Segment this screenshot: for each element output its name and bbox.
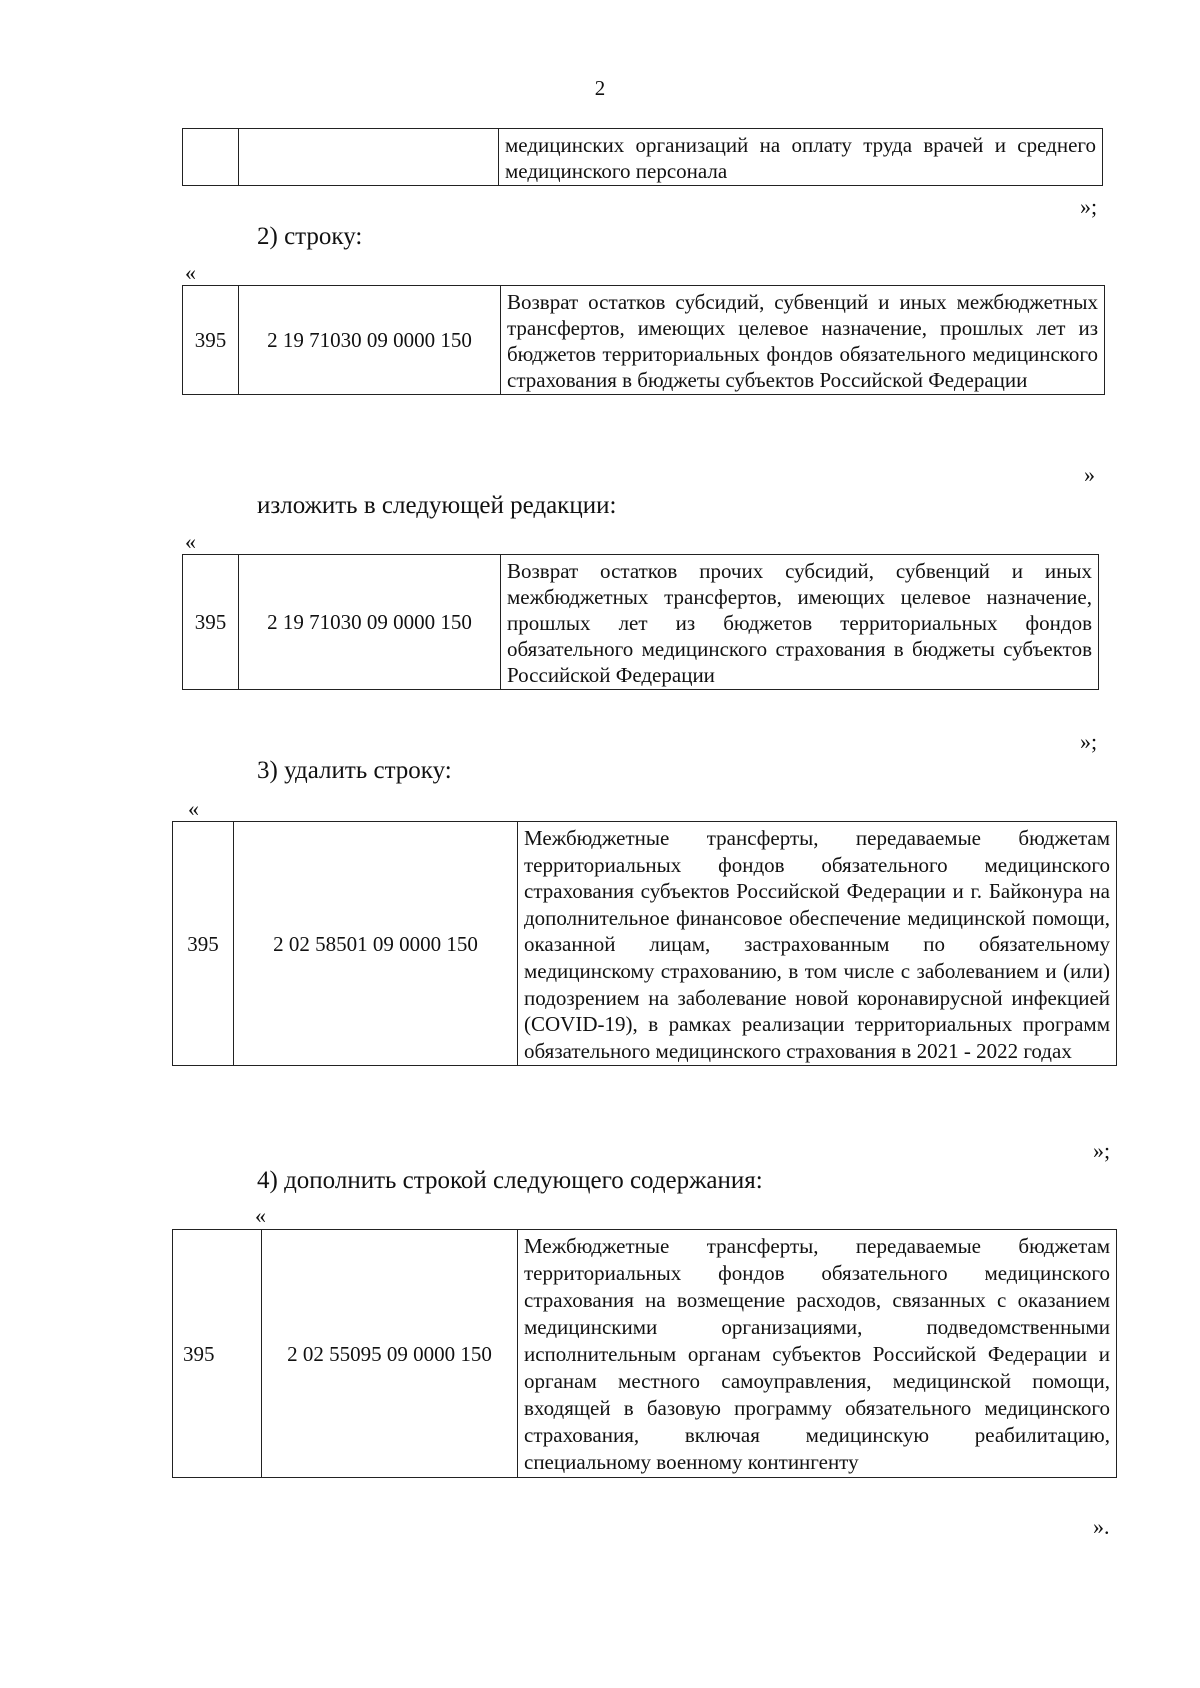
closing-quote: »; bbox=[1080, 729, 1098, 754]
table-row bbox=[183, 286, 1105, 395]
row-number-cell bbox=[183, 129, 239, 186]
table-row bbox=[183, 129, 1103, 186]
row-number-cell: 395 bbox=[173, 1230, 262, 1478]
opening-quote: « bbox=[185, 529, 196, 554]
closing-quote: »; bbox=[1093, 1138, 1111, 1163]
opening-quote: « bbox=[188, 796, 199, 821]
item2-new-table-block bbox=[182, 554, 1099, 690]
row-number-cell: 395 bbox=[173, 822, 234, 1066]
intro-table-block bbox=[182, 128, 1103, 186]
table-row bbox=[183, 555, 1099, 690]
item3-table bbox=[172, 821, 1117, 1066]
row-code-cell: 2 19 71030 09 0000 150 bbox=[239, 286, 501, 395]
row-code-cell: 2 02 55095 09 0000 150 bbox=[262, 1230, 518, 1478]
item4-table-block bbox=[172, 1229, 1117, 1478]
item4-heading: 4) дополнить строкой следующего содержания: bbox=[257, 1167, 763, 1194]
table-row bbox=[173, 1230, 1117, 1478]
row-code-cell: 2 02 58501 09 0000 150 bbox=[234, 822, 518, 1066]
item3-table-block bbox=[172, 821, 1117, 1066]
opening-quote: « bbox=[185, 260, 196, 285]
row-text-cell: Возврат остатков субсидий, субвенций и иных межбюджетных трансфертов, имеющих целевое назначение, прошлых лет из бюджетов территориальных фондов обязательного медицинского страхования в бюджеты субъектов Российской Федерации bbox=[501, 286, 1105, 395]
row-code-cell bbox=[239, 129, 499, 186]
row-number-cell: 395 bbox=[183, 286, 239, 395]
intro-table bbox=[182, 128, 1103, 186]
item3-heading: 3) удалить строку: bbox=[257, 757, 452, 784]
table-row bbox=[173, 822, 1117, 1066]
item2-old-table-block bbox=[182, 285, 1105, 395]
page-number: 2 bbox=[594, 76, 606, 100]
row-text-cell: медицинских организаций на оплату труда врачей и среднего медицинского персонала bbox=[499, 129, 1103, 186]
row-number-cell: 395 bbox=[183, 555, 239, 690]
row-text-cell: Межбюджетные трансферты, передаваемые бюджетам территориальных фондов обязательного медицинского страхования субъектов Российской Федерации и г. Байконура на дополнительное финансовое обеспечение медицинской помощи, оказанной лицам, застрахованным по обязательному медицинскому страхованию, в том числе с заболеванием и (или) подозрением на заболевание новой коронавирусной инфекцией (COVID-19), в рамках реализации территориальных программ обязательного медицинского страхования в 2021 - 2022 годах bbox=[518, 822, 1117, 1066]
closing-quote: » bbox=[1084, 462, 1095, 487]
item2-new-table bbox=[182, 554, 1099, 690]
closing-quote: ». bbox=[1093, 1514, 1110, 1539]
item4-table bbox=[172, 1229, 1117, 1478]
row-text-cell: Возврат остатков прочих субсидий, субвенций и иных межбюджетных трансфертов, имеющих целевое назначение, прошлых лет из бюджетов территориальных фондов обязательного медицинского страхования в бюджеты субъектов Российской Федерации bbox=[501, 555, 1099, 690]
item2-subheading: изложить в следующей редакции: bbox=[257, 492, 617, 519]
row-code-cell: 2 19 71030 09 0000 150 bbox=[239, 555, 501, 690]
closing-quote: »; bbox=[1080, 194, 1098, 219]
row-text-cell: Межбюджетные трансферты, передаваемые бюджетам территориальных фондов обязательного медицинского страхования на возмещение расходов, связанных с оказанием медицинскими организациями, подведомственными исполнительным органам субъектов Российской Федерации и органам местного самоуправления, медицинской помощи, входящей в базовую программу обязательного медицинского страхования, включая медицинскую реабилитацию, специальному военному контингенту bbox=[518, 1230, 1117, 1478]
opening-quote: « bbox=[255, 1203, 266, 1228]
item2-old-table bbox=[182, 285, 1105, 395]
item2-heading: 2) строку: bbox=[257, 223, 363, 250]
